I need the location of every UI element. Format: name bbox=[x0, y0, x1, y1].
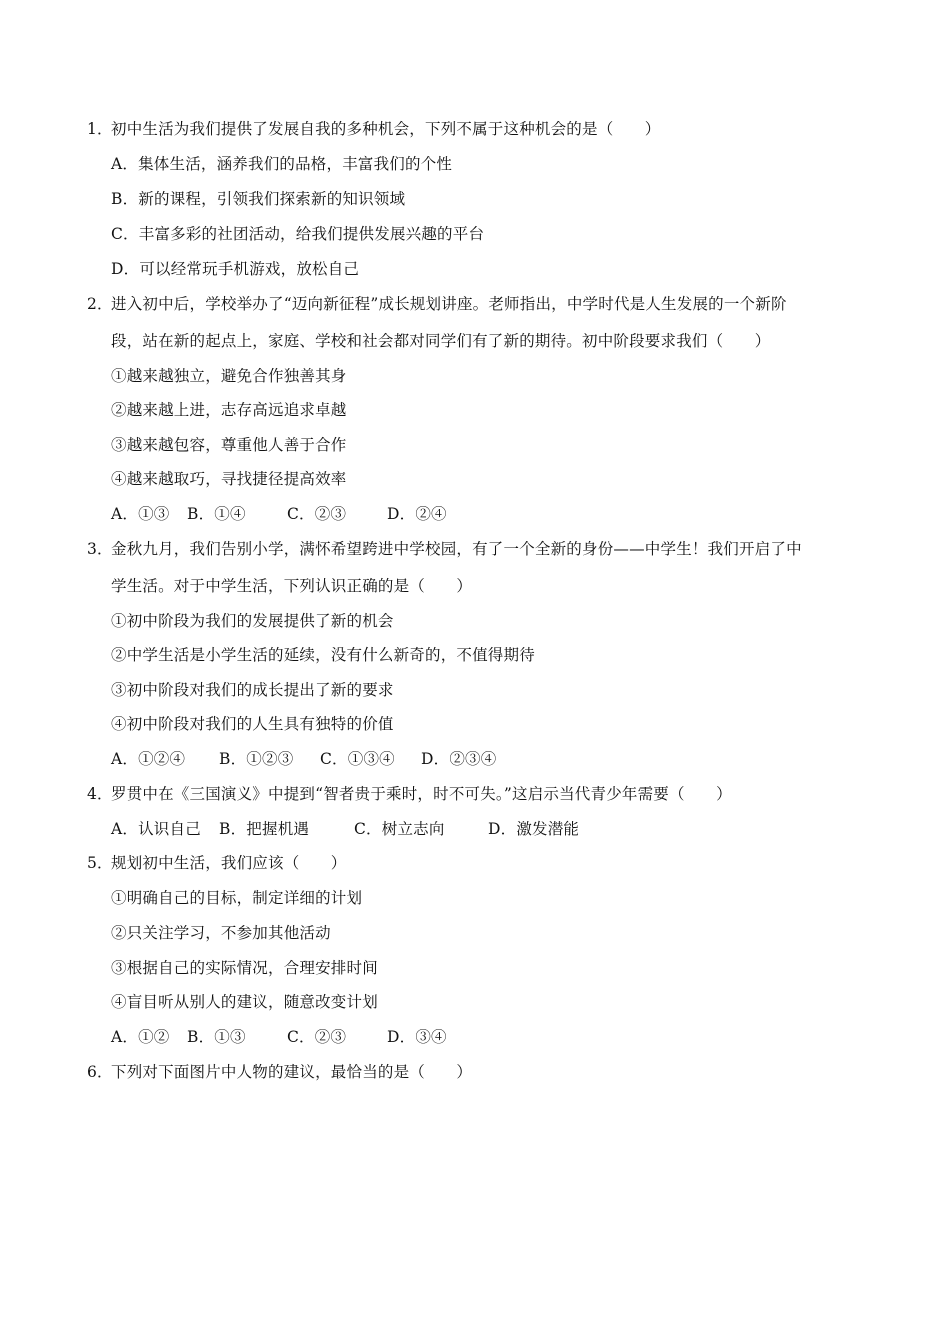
question-stem: 下列对下面图片中人物的建议，最恰当的是（ ） bbox=[111, 1063, 473, 1081]
choice-b: B．①④ bbox=[187, 505, 246, 523]
question-number: 2． bbox=[87, 295, 113, 313]
choice-b: B．把握机遇 bbox=[219, 820, 310, 838]
question-stem: 进入初中后，学校举办了“迈向新征程”成长规划讲座。老师指出，中学时代是人生发展的一个新阶 bbox=[111, 295, 787, 313]
choice-c: C．②③ bbox=[287, 1028, 347, 1046]
choice-a: A．认识自己 bbox=[111, 820, 201, 838]
statement-1: ①初中阶段为我们的发展提供了新的机会 bbox=[111, 612, 394, 630]
choice-a: A．①② bbox=[111, 1028, 170, 1046]
choice-c: C．②③ bbox=[287, 505, 347, 523]
choice-d: D．②④ bbox=[387, 505, 447, 523]
statement-2: ②越来越上进，志存高远追求卓越 bbox=[111, 401, 347, 419]
question-stem: 初中生活为我们提供了发展自我的多种机会，下列不属于这种机会的是（ ） bbox=[111, 120, 661, 138]
statement-1: ①越来越独立，避免合作独善其身 bbox=[111, 367, 347, 385]
option-b: B．新的课程，引领我们探索新的知识领域 bbox=[111, 190, 406, 208]
choice-b: B．①②③ bbox=[219, 750, 294, 768]
choice-b: B．①③ bbox=[187, 1028, 246, 1046]
choice-c: C．树立志向 bbox=[354, 820, 445, 838]
choice-a: A．①②④ bbox=[111, 750, 186, 768]
statement-3: ③越来越包容，尊重他人善于合作 bbox=[111, 436, 347, 454]
statement-4: ④盲目听从别人的建议，随意改变计划 bbox=[111, 993, 378, 1011]
question-number: 4． bbox=[87, 785, 113, 803]
statement-4: ④越来越取巧，寻找捷径提高效率 bbox=[111, 470, 347, 488]
statement-2: ②只关注学习，不参加其他活动 bbox=[111, 924, 331, 942]
choice-a: A．①③ bbox=[111, 505, 170, 523]
statement-3: ③根据自己的实际情况，合理安排时间 bbox=[111, 959, 378, 977]
question-stem: 金秋九月，我们告别小学，满怀希望跨进中学校园，有了一个全新的身份——中学生！我们开启了中 bbox=[111, 540, 802, 558]
statement-1: ①明确自己的目标，制定详细的计划 bbox=[111, 889, 363, 907]
statement-2: ②中学生活是小学生活的延续，没有什么新奇的，不值得期待 bbox=[111, 646, 535, 664]
question-stem-continued: 学生活。对于中学生活，下列认识正确的是（ ） bbox=[111, 577, 473, 595]
option-c: C．丰富多彩的社团活动，给我们提供发展兴趣的平台 bbox=[111, 225, 485, 243]
choice-d: D．③④ bbox=[387, 1028, 447, 1046]
question-number: 6． bbox=[87, 1063, 113, 1081]
choice-d: D．激发潜能 bbox=[488, 820, 580, 838]
question-stem-continued: 段，站在新的起点上，家庭、学校和社会都对同学们有了新的期待。初中阶段要求我们（ ） bbox=[111, 332, 771, 350]
question-number: 1． bbox=[87, 120, 113, 138]
option-d: D．可以经常玩手机游戏，放松自己 bbox=[111, 260, 360, 278]
question-number: 3． bbox=[87, 540, 113, 558]
choice-c: C．①③④ bbox=[320, 750, 395, 768]
choice-d: D．②③④ bbox=[421, 750, 497, 768]
question-stem: 罗贯中在《三国演义》中提到“智者贵于乘时，时不可失。”这启示当代青少年需要（ ） bbox=[111, 785, 732, 803]
question-number: 5． bbox=[87, 854, 113, 872]
statement-3: ③初中阶段对我们的成长提出了新的要求 bbox=[111, 681, 394, 699]
question-stem: 规划初中生活，我们应该（ ） bbox=[111, 854, 347, 872]
statement-4: ④初中阶段对我们的人生具有独特的价值 bbox=[111, 715, 394, 733]
option-a: A．集体生活，涵养我们的品格，丰富我们的个性 bbox=[111, 155, 453, 173]
